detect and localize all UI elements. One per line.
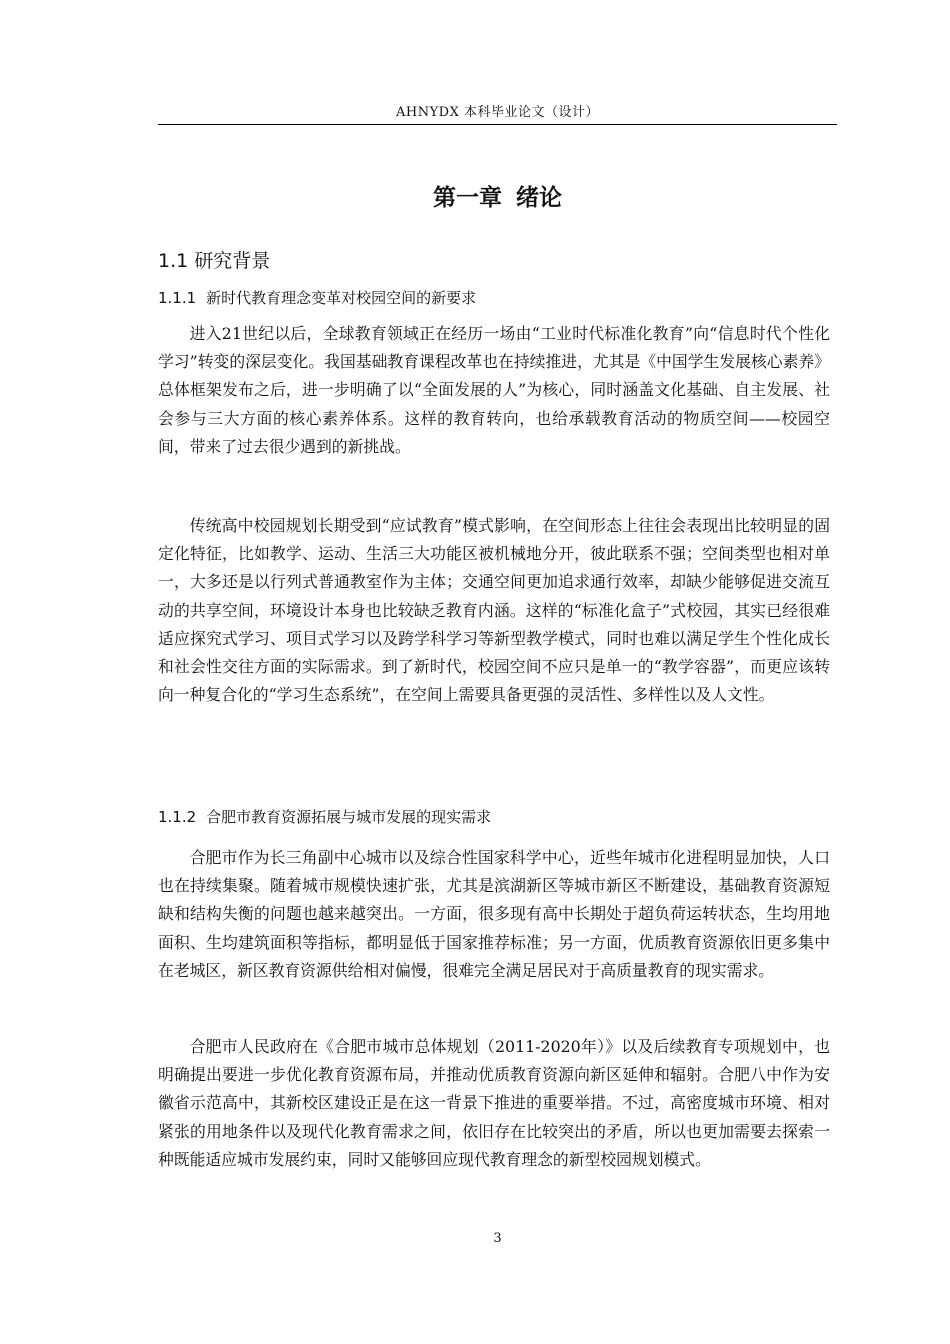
subsection-number: 1.1.1 xyxy=(158,289,197,307)
subsection-title: 合肥市教育资源拓展与城市发展的现实需求 xyxy=(206,808,492,826)
paragraph-1-1-2-a: 合肥市作为长三角副中心城市以及综合性国家科学中心，近些年城市化进程明显加快，人口也在持续集聚。随着城市规模快速扩张，尤其是滨湖新区等城市新区不断建设，基础教育资源短缺和结构失衡的问题也越来越突出。一方面，很多现有高中长期处于超负荷运转状态，生均用地面积、生均建筑面积等指标，都明显低于国家推荐标准；另一方面，优质教育资源依旧更多集中在老城区，新区教育资源供给相对偏慢，很难完全满足居民对于高质量教育的现实需求。 xyxy=(158,848,830,980)
subsection-number: 1.1.2 xyxy=(158,808,197,826)
subsection-title: 新时代教育理念变革对校园空间的新要求 xyxy=(206,289,477,307)
paragraph-1-1-1-b: 传统高中校园规划长期受到“应试教育”模式影响，在空间形态上往往会表现出比较明显的固定化特征，比如教学、运动、生活三大功能区被机械地分开，彼此联系不强；空间类型也相对单一，大多还是以行列式普通教室作为主体；交通空间更加追求通行效率，却缺少能够促进交流互动的共享空间，环境设计本身也比较缺乏教育内涵。这样的“标准化盒子”式校园，其实已经很难适应探究式学习、项目式学习以及跨学科学习等新型教学模式，同时也难以满足学生个性化成长和社会性交往方面的实际需求。到了新时代，校园空间不应只是单一的“教学容器”，而更应该转向一种复合化的“学习生态系统”，在空间上需要具备更强的灵活性、多样性以及人文性。 xyxy=(158,516,830,705)
section-heading-1-1: 1.1 研究背景 xyxy=(158,250,271,272)
paragraph-1-1-1-a: 进入21世纪以后，全球教育领域正在经历一场由“工业时代标准化教育”向“信息时代个性化学习”转变的深层变化。我国基础教育课程改革也在持续推进，尤其是《中国学生发展核心素养》总体框架发布之后，进一步明确了以“全面发展的人”为核心，同时涵盖文化基础、自主发展、社会参与三大方面的核心素养体系。这样的教育转向，也给承载教育活动的物质空间——校园空间，带来了过去很少遇到的新挑战。 xyxy=(158,324,830,456)
subsection-heading-1-1-2 xyxy=(158,805,491,829)
page-number: 3 xyxy=(493,1231,502,1246)
paragraph-1-1-2-b: 合肥市人民政府在《合肥市城市总体规划（2011-2020年）》以及后续教育专项规划中，也明确提出要进一步优化教育资源布局，并推动优质教育资源向新区延伸和辐射。合肥八中作为安徽省示范高中，其新校区建设正是在这一背景下推进的重要举措。不过，高密度城市环境、相对紧张的用地条件以及现代化教育需求之间，依旧存在比较突出的矛盾，所以也更加需要去探索一种既能适应城市发展约束，同时又能够回应现代教育理念的新型校园规划模式。 xyxy=(158,1037,830,1169)
subsection-heading-1-1-1 xyxy=(158,286,476,310)
chapter-title: 第一章 绪论 xyxy=(432,185,562,211)
header-rule xyxy=(158,124,837,125)
running-header: AHNYDX 本科毕业论文（设计） xyxy=(396,105,599,120)
